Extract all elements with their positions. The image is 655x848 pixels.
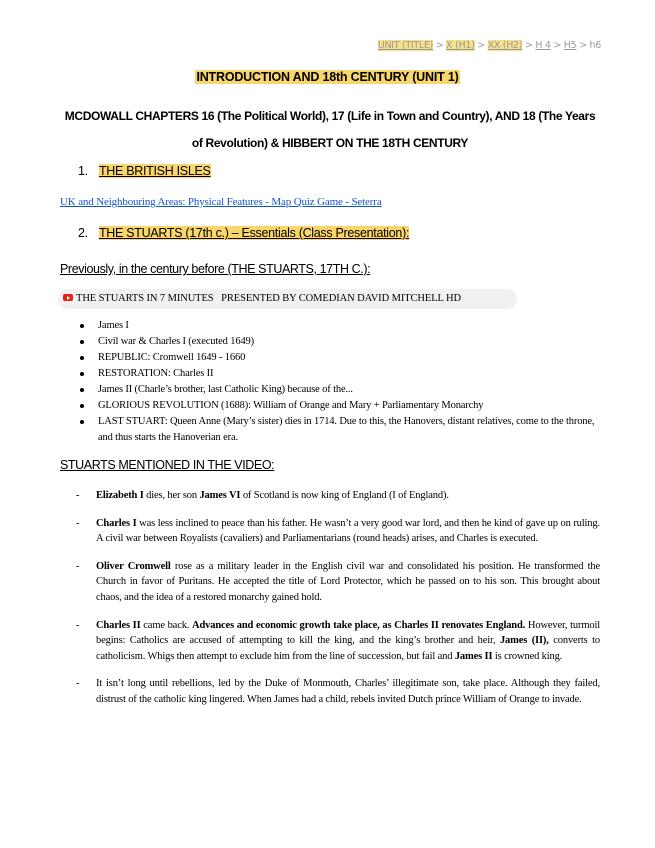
list-item: GLORIOUS REVOLUTION (1688): William of Orange and Mary + Parliamentary Monarchy [78, 398, 600, 414]
list-item: REPUBLIC: Cromwell 1649 - 1660 [78, 350, 600, 366]
page-title: INTRODUCTION AND 18th CENTURY (UNIT 1) [196, 70, 459, 84]
list-item-elizabeth: - Elizabeth I dies, her son James VI of Scotland is now king of England (I of England). [76, 490, 449, 501]
list-item-charles-i: - Charles I was less inclined to peace than his father. He wasn’t a very good war lord, and then he kind of gave up on ruling. A civil war between Royalists (cavaliers) and Parliamentarians (round heads) arises, and Charles is executed. [76, 517, 600, 545]
previously-heading: Previously, in the century before (THE STUARTS, 17TH C.): [60, 262, 371, 276]
legend-h5: H5 [563, 40, 577, 51]
map-quiz-link[interactable]: UK and Neighbouring Areas: Physical Features - Map Quiz Game - Seterra [60, 196, 382, 208]
section-british-isles-label: THE BRITISH ISLES [98, 164, 211, 178]
list-item: LAST STUART: Queen Anne (Mary’s sister) dies in 1714. Due to this, the Hanovers, distant relatives, come to the throne, and thus starts the Hanoverian era. [78, 414, 600, 446]
list-item: RESTORATION: Charles II [78, 366, 600, 382]
section-british-isles: 1. THE BRITISH ISLES [78, 164, 211, 178]
video-chip-label: THE STUARTS IN 7 MINUTES PRESENTED BY COMEDIAN DAVID MITCHELL HD [76, 293, 461, 304]
stuarts-summary-list [78, 318, 600, 446]
legend-h4: H 4 [535, 40, 551, 51]
list-item-charles-ii: - Charles II came back. Advances and economic growth take place, as Charles II renovates England. However, turmoil begins: Catholics are accused of attempting to kill the king, and the king’s brother and heir, James (II), converts to catholicism. Whigs then attempt to exclude him from the line of succession, but fail and James II is crowned king. [76, 619, 601, 662]
video-chip[interactable] [58, 289, 517, 309]
youtube-icon [63, 294, 73, 301]
page-subtitle: MCDOWALL CHAPTERS 16 (The Political World), 17 (Life in Town and Country), AND 18 (The Years of Revolution) & HIBBERT ON THE 18TH CENTURY [64, 109, 596, 150]
list-item: Civil war & Charles I (executed 1649) [78, 334, 600, 350]
stuarts-detail-list [78, 488, 600, 720]
list-item-rebellions: - It isn’t long until rebellions, led by the Duke of Monmouth, Charles’ illegitimate son, take place. Although they failed, distrust of the catholic king lingered. When James had a child, rebels invited Dutch prince William of Orange to invade. [76, 678, 600, 705]
list-item-cromwell: - Oliver Cromwell rose as a military leader in the English civil war and consolidated his position. He transformed the Church in favor of Puritans. He accepted the title of Lord Protector, which he passed on to his son. This brought about chaos, and the idea of a restored monarchy gained hold. [76, 560, 601, 603]
legend-h2: XX (H2) [487, 40, 523, 51]
section-stuarts: 2. THE STUARTS (17th c.) – Essentials (Class Presentation): [78, 226, 410, 240]
section-stuarts-label: THE STUARTS (17th c.) – Essentials (Class Presentation): [98, 226, 410, 240]
legend-h6: h6 [589, 40, 601, 51]
legend-h1: X (H1) [446, 40, 475, 51]
mentioned-heading: STUARTS MENTIONED IN THE VIDEO: [60, 458, 275, 472]
legend-unit-title: UNIT (TITLE) [377, 40, 434, 51]
heading-legend: UNIT (TITLE) > X (H1) > XX (H2) > H 4 > H5 > h6 [377, 40, 601, 51]
list-item: James I [78, 318, 600, 334]
list-item: James II (Charle’s brother, last Catholic King) because of the... [78, 382, 600, 398]
